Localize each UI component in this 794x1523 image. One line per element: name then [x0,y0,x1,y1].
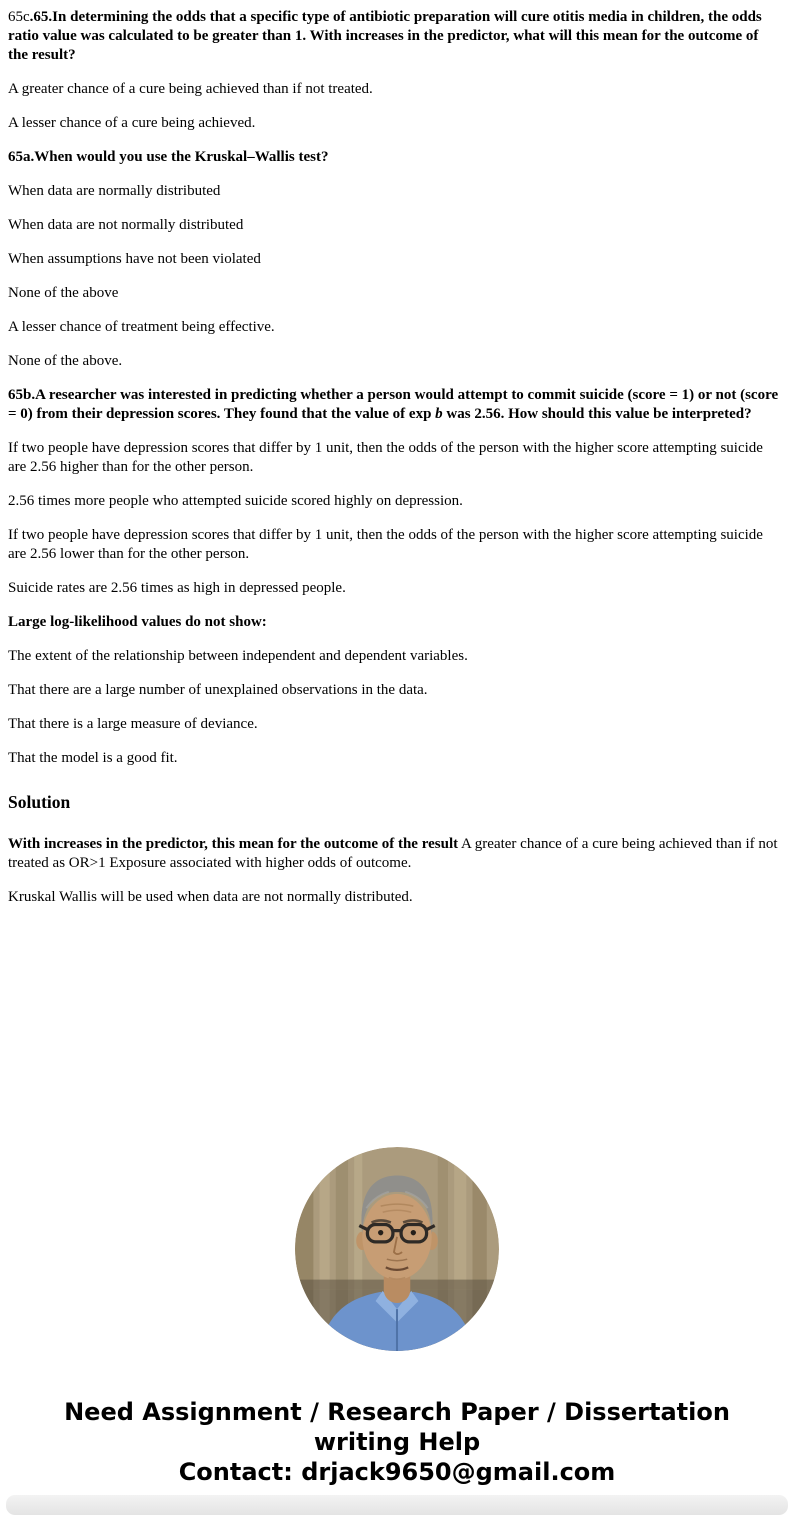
question-loglik-heading: Large log-likelihood values do not show: [8,614,267,630]
option-text: When data are not normally distributed [8,217,244,233]
question-65c-text: .65.In determining the odds that a specific type of antibiotic preparation will cure otitis media in children, the odds ratio value was calculated to be greater than 1. With increases in the predictor, what will this mean for the outcome of the result? [8,9,762,63]
question-65b-heading [8,386,782,424]
option-text: A greater chance of a cure being achieved than if not treated. [8,81,373,97]
solution-paragraph: Kruskal Wallis will be used when data are not normally distributed. [8,889,413,905]
option-text: If two people have depression scores that differ by 1 unit, then the odds of the person with the higher score attempting suicide are 2.56 higher than for the other person. [8,440,763,475]
solution-paragraph [8,835,782,873]
question-65b-text-before: 65b.A researcher was interested in predicting whether a person would attempt to commit suicide (score = 1) or not (score = 0) from their depression scores. They found that the value of exp [8,387,779,422]
solution-heading: Solution [8,792,71,812]
question-65b-exp-b: b [435,406,443,422]
footer-help-text: Need Assignment / Research Paper / Dissertation writing Help [64,1398,730,1456]
option-text: A lesser chance of a cure being achieved. [8,115,256,131]
option-text: Suicide rates are 2.56 times as high in depressed people. [8,580,346,596]
option-text: That the model is a good fit. [8,750,178,766]
option-text: When assumptions have not been violated [8,251,261,267]
question-65c-prefix: 65c [8,9,30,25]
bottom-strip [6,1495,788,1515]
option-text: 2.56 times more people who attempted suicide scored highly on depression. [8,493,463,509]
question-65b-text-after: was 2.56. How should this value be interpreted? [442,406,752,422]
solution-para1-rest: A greater chance of a cure being achieved than if not treated as OR>1 Exposure associated with higher odds of outcome. [8,836,778,871]
option-text: A lesser chance of treatment being effective. [8,319,275,335]
footer-ad [17,1397,777,1487]
avatar [295,1147,499,1351]
solution-para1-lead: With increases in the predictor, this mean for the outcome of the result [8,836,459,852]
footer-contact-email: Contact: drjack9650@gmail.com [178,1458,616,1486]
option-text: None of the above. [8,353,123,369]
question-65a-heading: 65a.When would you use the Kruskal–Wallis test? [8,149,329,165]
option-text: When data are normally distributed [8,183,221,199]
option-text: That there is a large measure of deviance. [8,716,258,732]
option-text: The extent of the relationship between independent and dependent variables. [8,648,468,664]
question-65c-heading [8,8,782,65]
option-text: That there are a large number of unexplained observations in the data. [8,682,428,698]
option-text: None of the above [8,285,119,301]
option-text: If two people have depression scores that differ by 1 unit, then the odds of the person with the higher score attempting suicide are 2.56 lower than for the other person. [8,527,763,562]
